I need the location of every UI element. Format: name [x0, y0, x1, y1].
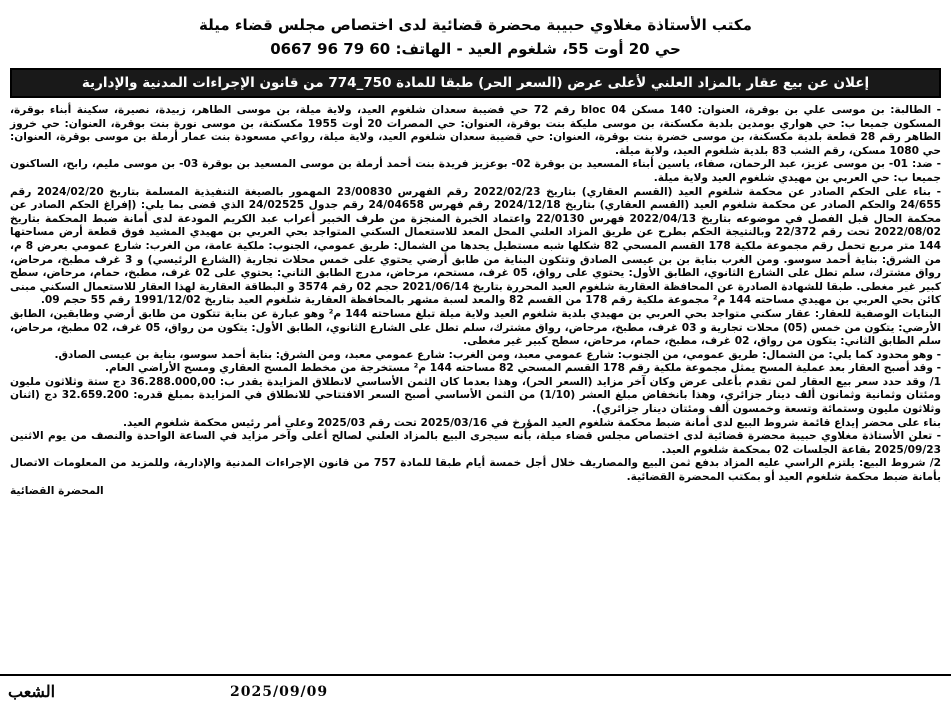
notice-header	[10, 16, 941, 58]
paragraph-defendants: - ضد: 01- بن موسى عزيز، عبد الرحمان، صفاء، ياسين أبناء المسعيد بن بوقرة 02- بوعزيز فريدة بنت أحمد أرملة بن موسى المسعيد بن بوقرة 03- بن موسى مليم، رابح، الساكنون جميعا ب: حي العربي بن مهيدي شلغوم العيد ولاية ميلة.	[10, 158, 941, 184]
notice-title-banner: إعلان عن بيع عقار بالمزاد العلني لأعلى عرض (السعر الحر) طبقا للمادة 750_774 من قانون الإجراءات المدنية والإدارية	[10, 68, 941, 98]
paragraph-auction-date: - تعلن الأستاذة مغلاوي حبيبة محضرة قضائية لدى اختصاص مجلس قضاء ميلة، بأنه سيجرى البيع بالمزاد العلني لصالح أعلى وآخر مزايد في الساعة الواحدة والنصف من يوم الاثنين 2025/09/23 بقاعة الجلسات 02 بمحكمة شلغوم العيد.	[10, 430, 941, 456]
newspaper-name: الشعب	[8, 682, 56, 701]
paragraph-boundaries: - وهو محدود كما يلي: من الشمال: طريق عمومي، من الجنوب: شارع عمومي معبد، ومن الغرب: شارع عمومي معبد، ومن الشرق: بناية أحمد سوسو، بناية بن عيسى الصادق.	[54, 348, 941, 361]
paragraph-deposit: بناء على محضر إيداع قائمة شروط البيع لدى أمانة ضبط محكمة شلغوم العيد المؤرخ في 2025/03/16 تحت رقم 2025/03 وعلى أمر رئيس محكمة شلغوم العيد.	[123, 416, 941, 429]
paragraph-price: 1/ وقد حدد سعر بيع العقار لمن تقدم بأعلى عرض وكان آخر مزايد (السعر الحر)، وهذا بعدما كان الثمن الأساسي لانطلاق المزايدة يقدر ب: 36.288.000,00 دج ستة وثلاثون مليون ومئتان وثمانية وثمانون ألف دينار جزائري، وهذا بانخفاض مبلغ العشر (1/10) من الثمن الأساسي أصبح السعر الافتتاحي للانطلاق في المزايدة بمبلغ قدره: 32.659.200 دج (اثنان وثلاثون مليون وستمائة وتسعة وخمسون ألف ومئتان دينار جزائري).	[10, 375, 941, 416]
paragraph-judgment: - بناء على الحكم الصادر عن محكمة شلغوم العيد (القسم العقاري) بتاريخ 2022/02/23 رقم الفهرس 23/00830 المهمور بالصيغة التنفيذية المسلمة بتاريخ 2024/02/20 رقم 24/655 والحكم الصادر عن محكمة شلغوم العيد (القسم العقاري) بتاريخ 2024/12/18 رقم فهرس 24/04658 رقم جدول 24/02525 الذي قضى بما يلي: (إفراغ الحكم الصادر عن محكمة الحال قبل الفصل في موضوعه بتاريخ 2022/04/13 فهرس 22/0130 واعتماد الخبرة المنجزة من طرف الخبير أعراب عبد الكريم المودعة لدى أمانة ضبط المحكمة بتاريخ 2022/08/02 تحت رقم 22/372 وبالنتيجة الحكم بطرح عن طريق المزاد العلني المحل المعد للاستعمال السكني المتواجد بحي العربي بن مهيدي المشيد فوق قطعة أرض مساحتها 144 متر مربع تحمل رقم مجموعة ملكية 178 القسم المسحي 82 شكلها شبه مستطيل يحدها من الشمال: طريق عمومي، الجنوب: ملكية عامة، من الغرب: شارع عمومي بعرض 8 م، من الشرق: بناية أحمد سوسو. ومن الغرب بناية بن بن عيسى الصادق وتتكون البناية من طابق أرضي يحتوي على خمس محلات تجارية (الشارع الرئيسي) و 3 غرف مطبخ، مرحاض، رواق مشترك، سلم تطل على الشارع الثانوي، الطابق الأول: يحتوي على رواق، 05 غرف، مستحم، مرحاض، مدرج الطابق الثاني: يحتوي على 02 غرف، مطبخ، حمام، مرحاض، سطح كبير غير مغطى. طبقا للشهادة الصادرة عن المحافظة العقارية شلغوم العيد المحررة بتاريخ 2021/06/14 حجم 02 رقم 3574 و البطاقة العقارية لهذا العقار للاستعمال السكني مبنى كائن بحي العربي بن مهيدي مساحته 144 م² مجموعة ملكية رقم 178 من القسم 82 والمعد لسبة مشهر بالمحافظة العقارية شلغوم العيد بتاريخ 1991/12/02 رقم 55 حجم 09.	[10, 185, 942, 307]
publication-date: 2025/09/09	[230, 684, 329, 700]
office-address-line	[10, 40, 941, 58]
newspaper-footer	[0, 674, 951, 708]
paragraph-cadastre: - وقد أصبح العقار بعد عملية المسح يمثل مجموعة ملكية رقم 178 القسم المسحي 82 مساحته 144 م² مستخرجة من مخطط المسح العقاري ومسح الأراضي العام.	[105, 362, 941, 375]
paragraph-property-description: البنايات الوصفية للعقار: عقار سكني متواجد بحي العربي بن مهيدي بلدية شلغوم العيد ولاية ميلة تبلغ مساحته 144 م² وهو عبارة عن بناية تتكون من طابق أرضي وطابقين، الطابق الأرضي: يتكون من خمس (05) محلات تجارية و 03 غرف، مطبخ، مرحاض، رواق مشترك، سلم تطل على الشارع الثانوي، الطابق الأول: يتكون من رواق، 05 غرف، 02 مطبخ، مرحاض، سلم الطابق الثاني: يتكون من رواق، 02 غرف، مطبخ، حمام، مرحاض، سطح كبير غير مغطى.	[10, 307, 942, 348]
paragraph-sale-conditions: 2/ شروط البيع: يلتزم الراسي عليه المزاد بدفع ثمن البيع والمصاريف خلال أجل خمسة أيام طبقا للمادة 757 من قانون الإجراءات المدنية والإدارية، وللمزيد من المعلومات الاتصال بأمانة ضبط محكمة شلغوم العيد أو بمكتب المحضرة القضائية.	[10, 457, 942, 484]
office-name: مكتب الأستاذة مغلاوي حبيبة محضرة قضائية لدى اختصاص مجلس قضاء ميلة	[199, 16, 752, 34]
office-phone: 0667 96 79 60	[270, 40, 391, 58]
office-address: حي 20 أوت 55، شلغوم العيد - الهاتف:	[395, 40, 681, 58]
notice-body	[10, 104, 941, 498]
paragraph-applicants: - الطالبة: بن موسى علي بن بوقرة، العنوان: 140 مسكن 04 bloc رقم 72 حي قضيبة سعدان شلغوم العيد، ولاية ميلة، بن موسى الطاهر، زبيدة، نصيرة، سكينة أبناء بوقرة، المسكون جميعا ب: حي هواري بومدين بلدية مكسكنة، بن موسى مليكة بنت بوقرة، العنوان: حي المصرات 20 أوت 1955 مكسكنة، بن موسى نورة بنت بوقرة، العنوان: حي خروز الطاهر رقم 28 قطعة بلدية مكسكنة، بن موسى خضرة بنت بوقرة، العنوان: حي قضيبة سعدان شلغوم العيد، ولاية ميلة، رواعي مسعودة بنت عمار أرملة بن موسى بوقرة، العنوان: حي 1080 مسكن، رقم الشب 83 بلدية شلغوم العيد، ولاية ميلة.	[10, 104, 941, 157]
bailiff-signature: المحضرة القضائية	[10, 484, 104, 497]
